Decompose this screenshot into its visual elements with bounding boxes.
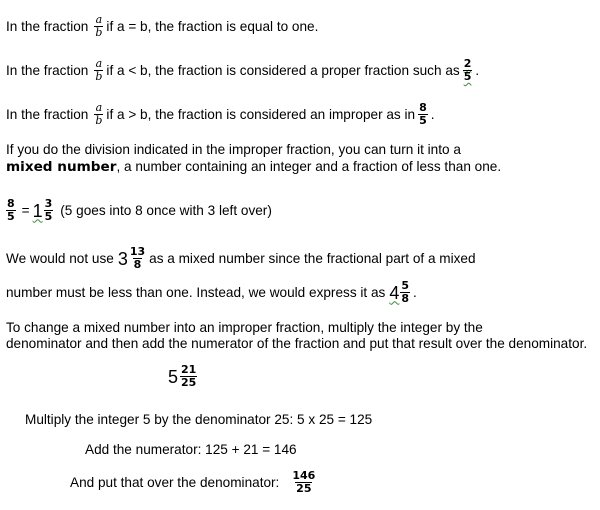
- line1-prefix: In the fraction: [6, 18, 89, 34]
- example-conversion-line: [6, 198, 272, 223]
- fraction-denominator: 5: [463, 70, 472, 83]
- mixed-whole: 1: [32, 200, 43, 221]
- line3-suffix: .: [430, 106, 435, 122]
- line2-prefix: In the fraction: [6, 62, 89, 78]
- fraction-numerator: 8: [7, 197, 15, 210]
- mixed-whole: 4: [389, 282, 400, 303]
- paragraph-mixed-intro-line2: [6, 159, 501, 175]
- fraction-numerator: a: [95, 13, 103, 26]
- para2-prefix: We would not use: [6, 250, 114, 266]
- fraction-five-eighths: [400, 280, 410, 305]
- line2-suffix: .: [475, 62, 480, 78]
- fraction-numerator: 5: [401, 279, 409, 292]
- step1-text: Multiply the integer 5 by the denominator 25: 5 x 25 = 125: [25, 412, 373, 427]
- fraction-twentyone-over-twentyfive: [180, 364, 197, 389]
- example-note: (5 goes into 8 once with 3 left over): [60, 202, 272, 218]
- fraction-denominator: 5: [419, 114, 427, 127]
- paragraph-convert-line2: [6, 336, 587, 352]
- para2-suffix: .: [413, 284, 417, 300]
- rule-proper-line: [6, 58, 479, 83]
- term-mixed-number: mixed number: [6, 159, 117, 175]
- fraction-numerator: 13: [129, 245, 146, 258]
- para1-line2-rest: , a number containing an integer and a fraction of less than one.: [116, 159, 502, 174]
- step2-text: Add the numerator: 125 + 21 = 146: [85, 442, 297, 457]
- fraction-denominator: 25: [181, 376, 197, 389]
- fraction-a-over-b: [94, 102, 103, 127]
- fraction-numerator: 21: [181, 363, 197, 376]
- line3-text: if a > b, the fraction is considered an improper as in: [106, 106, 416, 122]
- mixed-whole: 5: [168, 366, 179, 387]
- step-add: [85, 442, 297, 458]
- fraction-denominator: 8: [133, 258, 142, 271]
- line3-prefix: In the fraction: [6, 106, 89, 122]
- fraction-denominator: b: [95, 26, 103, 39]
- fraction-numerator: 2: [463, 57, 472, 70]
- fraction-denominator: b: [95, 114, 103, 127]
- fraction-denominator: 5: [7, 210, 15, 223]
- fraction-example-proper: [463, 58, 473, 83]
- fraction-a-over-b: [94, 14, 103, 39]
- fraction-thirteen-eighths: [129, 246, 146, 271]
- fraction-numerator: 8: [419, 101, 427, 114]
- fraction-denominator: 25: [296, 482, 312, 495]
- fraction-denominator: 5: [44, 210, 53, 223]
- fraction-denominator: b: [95, 70, 103, 83]
- para3-line2: denominator and then add the numerator of the fraction and put that result over the denominator.: [6, 336, 588, 351]
- equals-sign: =: [21, 202, 30, 218]
- para3-line1: To change a mixed number into an improper fraction, multiply the integer by the: [6, 320, 483, 335]
- example-mixed-number: [168, 364, 200, 389]
- fraction-result: [291, 470, 316, 495]
- line2-text: if a < b, the fraction is considered a proper fraction such as: [106, 62, 460, 78]
- mixed-whole: 3: [117, 248, 128, 269]
- fraction-numerator: a: [95, 57, 103, 70]
- paragraph-not-mixed-line1: [6, 246, 476, 271]
- fraction-numerator: 146: [292, 469, 316, 482]
- para2-line2: number must be less than one. Instead, we would express it as: [6, 284, 386, 300]
- fraction-numerator: a: [95, 101, 103, 114]
- step-multiply: [25, 412, 372, 428]
- step3-text: And put that over the denominator:: [70, 474, 280, 490]
- paragraph-mixed-intro-line1: [6, 142, 461, 158]
- paragraph-not-mixed-line2: [6, 280, 417, 305]
- line1-text: if a = b, the fraction is equal to one.: [106, 18, 319, 34]
- paragraph-convert-line1: [6, 320, 483, 336]
- para1-line1: If you do the division indicated in the improper fraction, you can turn it into a: [6, 142, 461, 157]
- fraction-numerator: 3: [44, 197, 53, 210]
- fraction-a-over-b: [94, 58, 103, 83]
- rule-improper-line: [6, 102, 435, 127]
- fraction-eight-fifths: [6, 198, 16, 223]
- fraction-three-fifths: [44, 198, 54, 223]
- para2-text: as a mixed number since the fractional part of a mixed: [149, 250, 476, 266]
- step-over-denominator: [70, 470, 319, 495]
- fraction-example-improper: [418, 102, 428, 127]
- rule-equal-line: [6, 14, 318, 39]
- fraction-denominator: 8: [401, 292, 409, 305]
